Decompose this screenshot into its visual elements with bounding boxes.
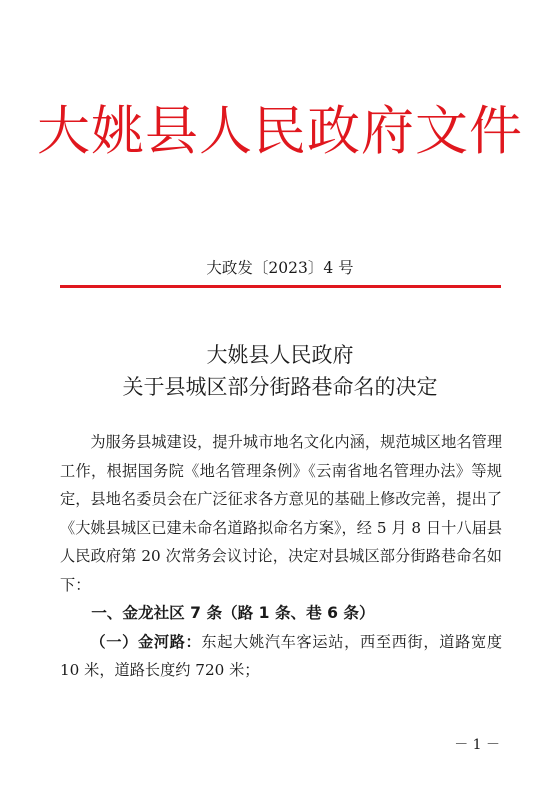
document-header-title: 大姚县人民政府文件 [37,101,523,162]
red-divider-line [60,285,501,288]
document-body [60,428,502,685]
intro-paragraph: 为服务县城建设，提升城市地名文化内涵，规范城区地名管理工作，根据国务院《地名管理条例》《云南省地名管理办法》等规定，县地名委员会在广泛征求各方意见的基础上修改完善，提出了《大姚县城区已建未命名道路拟命名方案》，经 5 月 8 日十八届县人民政府第 20 次常务会议讨论，决定对县城区部分街路巷命名如下： [60,433,502,594]
section-heading-jinlong: 一、金龙社区 7 条（路 1 条、巷 6 条） [91,604,375,622]
item-text: 东起大姚汽车客运站，西至西街，道路宽度 10 米，道路长度约 720 米； [60,632,503,679]
document-subject [0,339,560,403]
document-number: 大政发〔2023〕4 号 [206,259,354,277]
item-label: （一）金河路： [90,632,202,651]
page-number: － 1 － [454,737,500,753]
subject-line-issuer: 大姚县人民政府 [206,343,354,367]
list-item-jinhe-road [60,628,502,685]
subject-line-title: 关于县城区部分街路巷命名的决定 [122,375,438,399]
